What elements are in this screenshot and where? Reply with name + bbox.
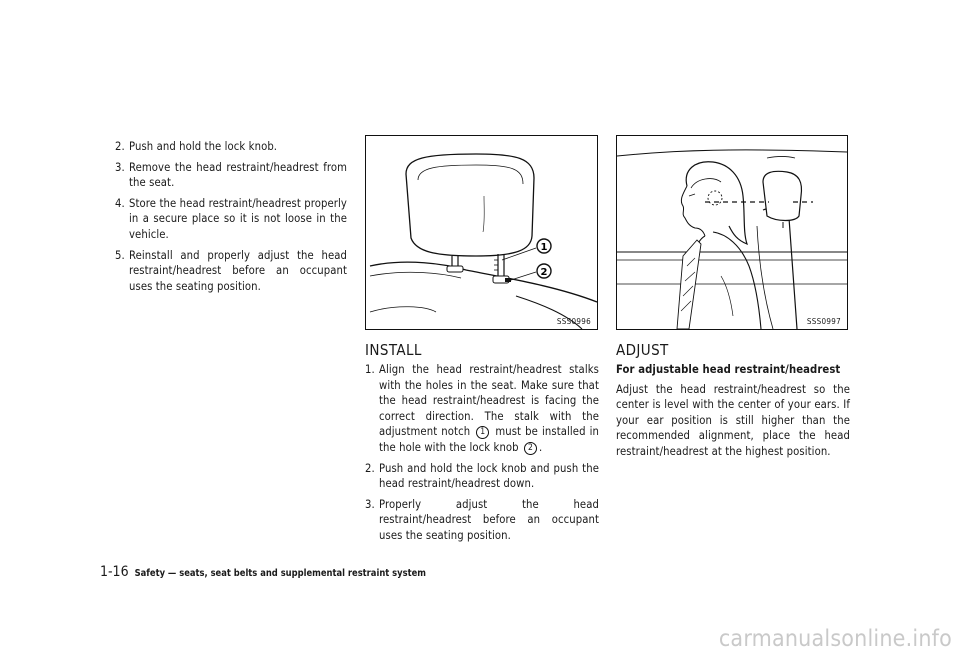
step-text: Remove the head restraint/headrest from the seat. — [129, 160, 347, 190]
step-number: 3. — [115, 160, 125, 174]
install-heading: INSTALL — [365, 341, 422, 359]
list-item — [365, 461, 599, 492]
list-item — [115, 139, 347, 155]
figure-install — [365, 135, 598, 330]
footer-title: Safety — seats, seat belts and supplemental restraint system — [134, 568, 426, 579]
step-number: 2. — [115, 140, 125, 153]
step1-text-a: Align the head restraint/headrest stalks with the holes in the seat. Make sure that the head restraint/headrest is facing the correct direction. The stalk with the adjustment notch — [379, 363, 599, 439]
adjust-subheading: For adjustable head restraint/headrest — [616, 363, 841, 376]
install-steps-list — [365, 362, 599, 544]
callout-1-label: 1 — [540, 242, 548, 253]
step1-text-c: . — [538, 440, 543, 454]
adjust-body: Adjust the head restraint/headrest so the center is level with the center of your ears. If your ear position is still higher than the recommended alignment, place the head restraint/headrest at the highest position. — [616, 382, 850, 458]
watermark: carmanualsonline.info — [718, 626, 952, 652]
step-text: Reinstall and properly adjust the head restraint/headrest before an occupant uses the seating position. — [129, 248, 347, 293]
step-number: 4. — [115, 196, 125, 210]
removal-steps-list — [115, 139, 347, 294]
list-item — [365, 497, 599, 544]
figure-adjust — [616, 135, 848, 330]
step1-text-b: must be installed in the hole with the lock knob — [379, 425, 600, 454]
list-item — [365, 362, 599, 456]
list-item — [115, 248, 347, 295]
list-item — [115, 196, 347, 243]
figure-code: SSS0996 — [556, 317, 591, 326]
step-number: 2. — [365, 461, 375, 475]
list-item — [115, 160, 347, 191]
headrest-illustration-icon — [366, 136, 597, 329]
figure-code: SSS0997 — [806, 317, 841, 326]
step-number: 3. — [365, 497, 375, 511]
step-text: Properly adjust the head restraint/headrest before an occupant uses the seating position. — [379, 497, 599, 542]
install-column — [365, 362, 599, 549]
page-number: 1-16 — [100, 564, 129, 580]
step-number: 5. — [115, 248, 125, 262]
adjust-column — [616, 362, 850, 460]
callout-1-icon: 1 — [476, 426, 489, 439]
left-column — [115, 139, 347, 299]
step-text: Store the head restraint/headrest properly in a secure place so it is not loose in the vehicle. — [129, 196, 347, 241]
step-text: Push and hold the lock knob and push the head restraint/headrest down. — [379, 461, 599, 491]
callout-2-label: 2 — [540, 267, 548, 278]
step-text: Push and hold the lock knob. — [129, 140, 278, 153]
callout-2-icon: 2 — [524, 442, 537, 455]
adjust-heading: ADJUST — [616, 341, 669, 359]
step-text — [379, 362, 599, 456]
page-footer — [100, 561, 426, 580]
step-number: 1. — [365, 363, 375, 376]
occupant-headrest-illustration-icon — [617, 136, 847, 329]
